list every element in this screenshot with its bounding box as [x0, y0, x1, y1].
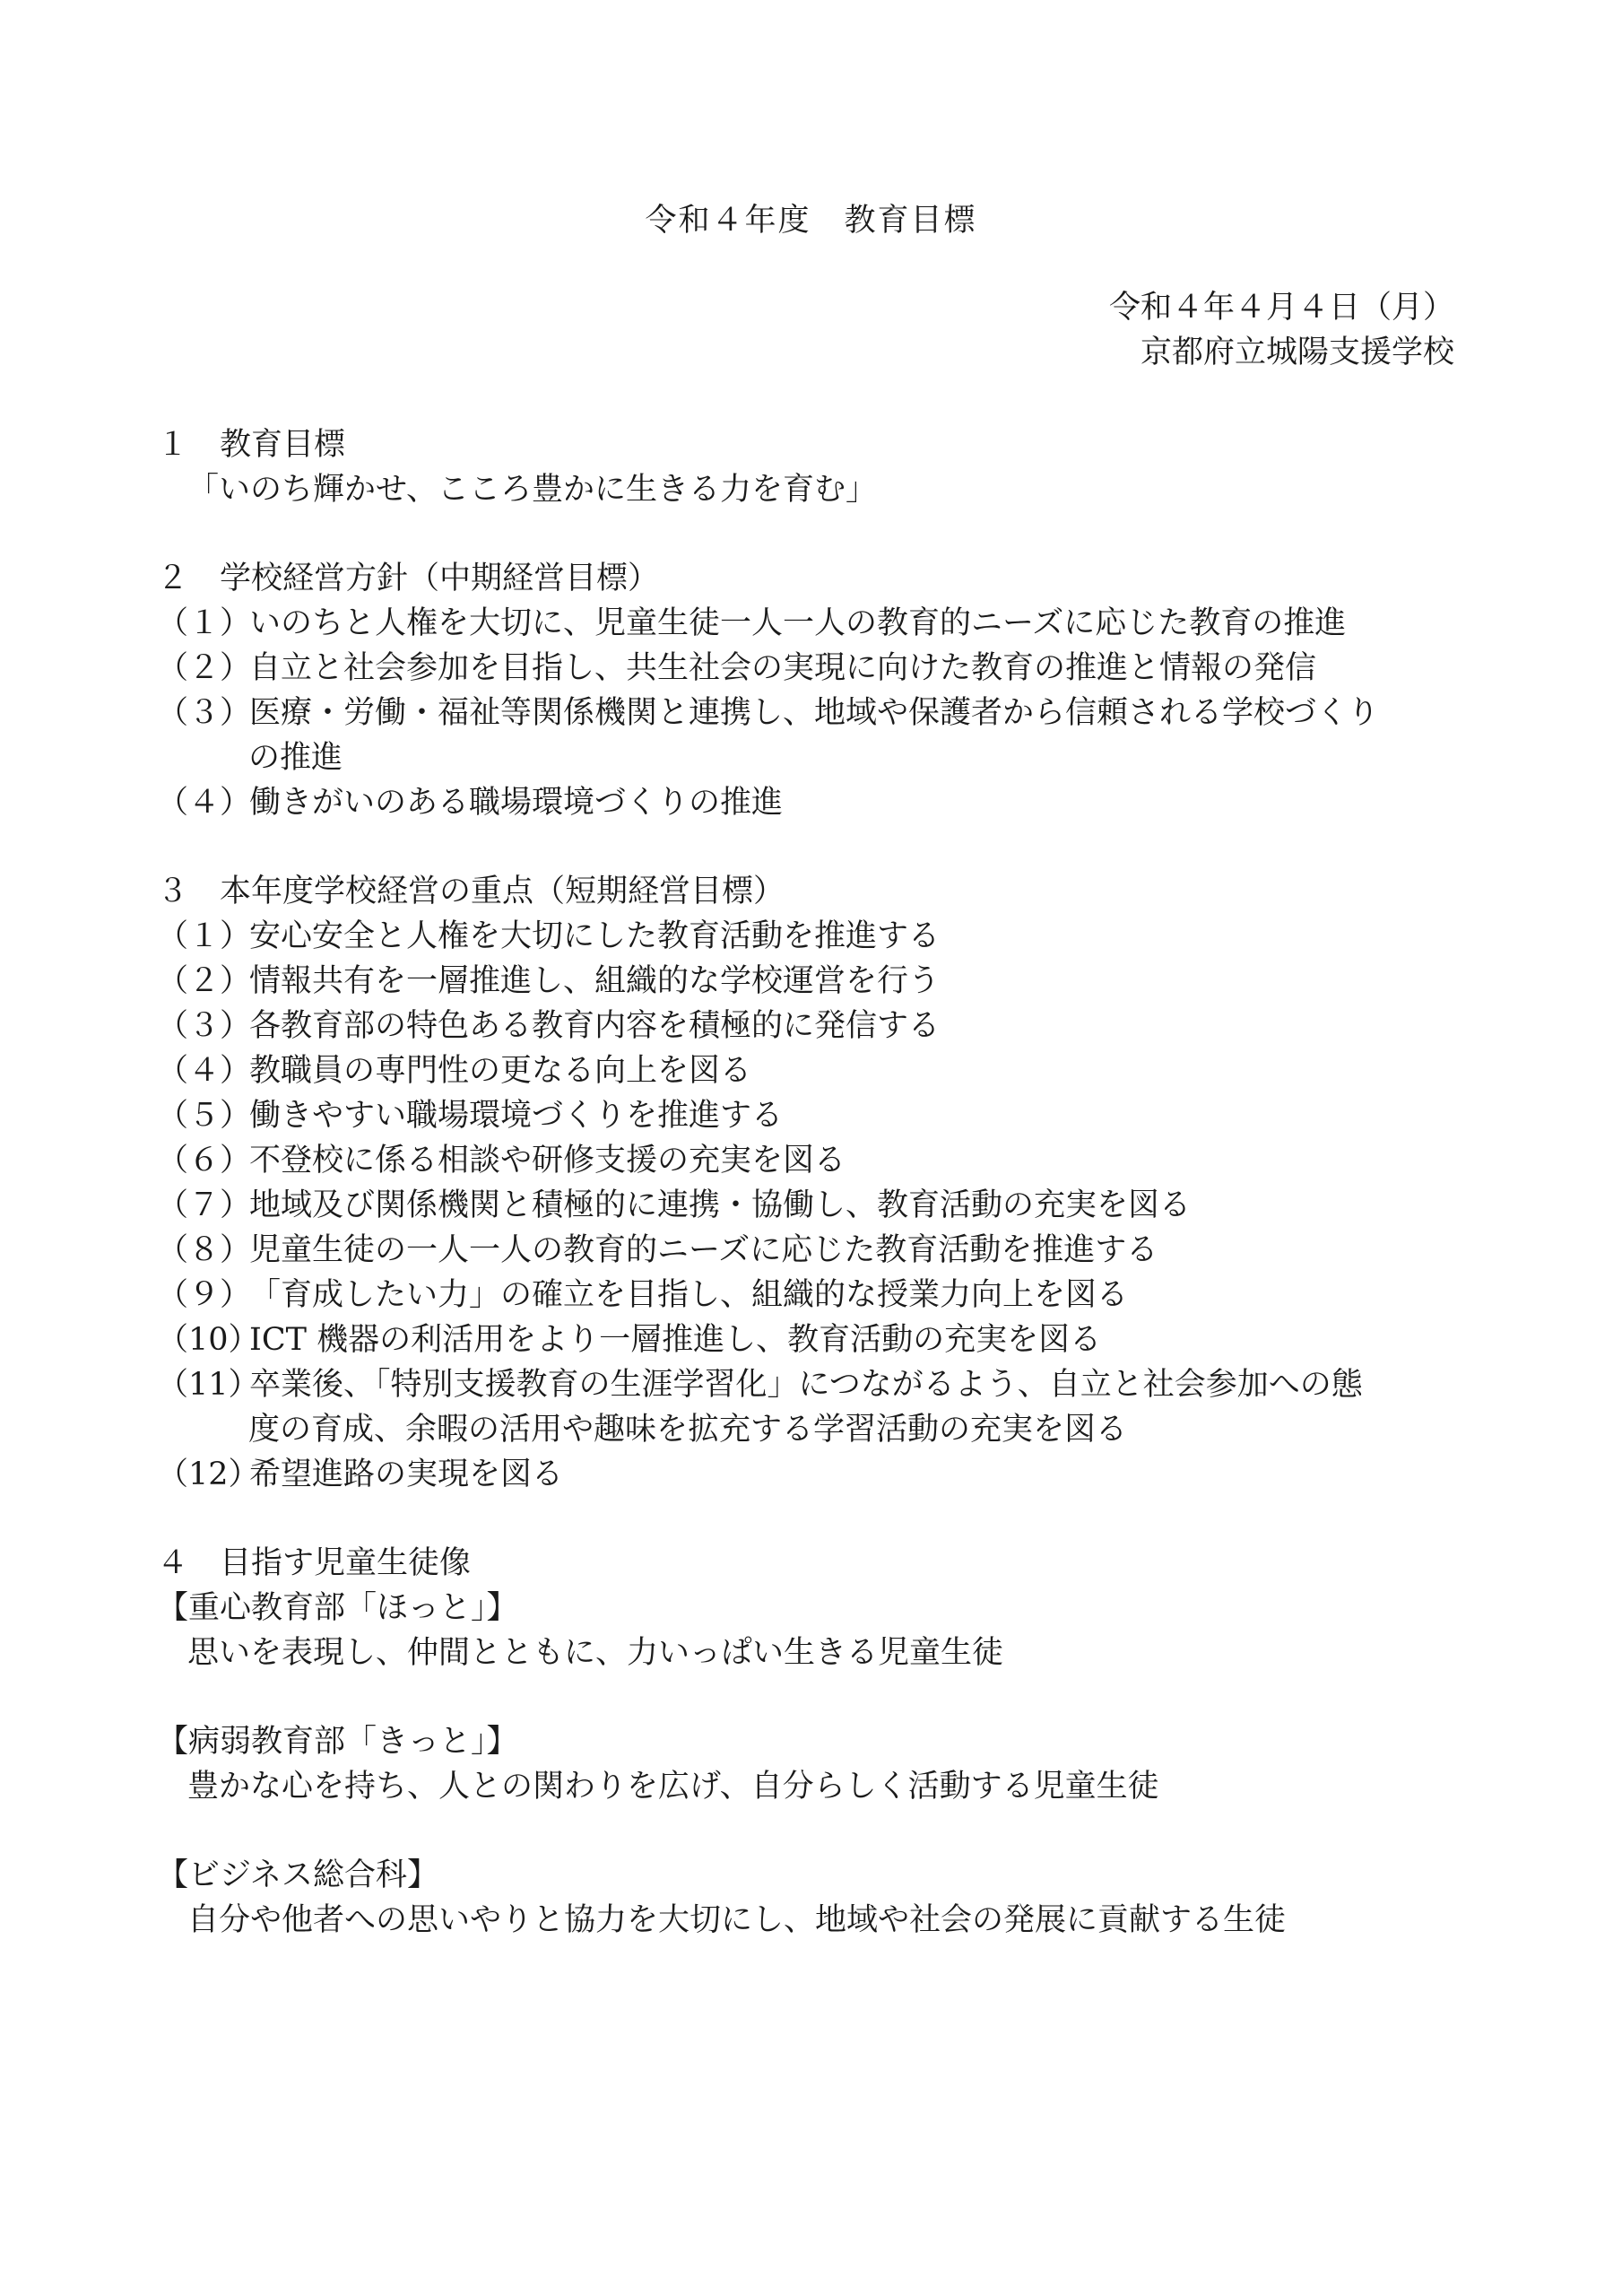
item-text: 児童生徒の一人一人の教育的ニーズに応じた教育活動を推進する	[249, 1232, 1158, 1268]
document-header	[1109, 285, 1454, 375]
list-item	[157, 1228, 1466, 1273]
group-description: 思いを表現し、仲間とともに、力いっぱい生きる児童生徒	[187, 1635, 1004, 1671]
section-number: ２	[157, 561, 189, 596]
section-title: 目指す児童生徒像	[220, 1545, 472, 1581]
item-text: 教職員の専門性の更なる向上を図る	[249, 1053, 752, 1089]
section-title: 教育目標	[220, 427, 346, 463]
list-item	[157, 959, 1466, 1004]
document-body	[157, 422, 1466, 1943]
item-number: （10）	[157, 1322, 260, 1358]
item-text: 安心安全と人権を大切にした教育活動を推進する	[249, 918, 941, 954]
list-item	[157, 1452, 1466, 1497]
section-title: 学校経営方針（中期経営目標）	[220, 561, 660, 596]
list-item	[157, 1138, 1466, 1183]
section-1-heading	[157, 422, 1466, 467]
school-motto: 「いのち輝かせ、こころ豊かに生きる力を育む」	[187, 472, 877, 508]
list-item	[157, 780, 1466, 825]
list-item	[157, 1093, 1466, 1138]
item-text: 「育成したい力」の確立を目指し、組織的な授業力向上を図る	[249, 1277, 1129, 1313]
item-text: 各教育部の特色ある教育内容を積極的に発信する	[249, 1008, 941, 1044]
list-item	[157, 1362, 1466, 1407]
section-3-heading	[157, 869, 1466, 914]
item-text: 自立と社会参加を目指し、共生社会の実現に向けた教育の推進と情報の発信	[249, 650, 1317, 686]
item-text: 希望進路の実現を図る	[249, 1457, 564, 1492]
list-item-continuation: の推進	[248, 740, 343, 776]
list-item	[157, 1048, 1466, 1093]
item-text: 働きがいのある職場環境づくりの推進	[249, 785, 784, 821]
list-item	[157, 1273, 1466, 1318]
group-description: 自分や他者への思いやりと協力を大切にし、地域や社会の発展に貢献する生徒	[187, 1902, 1287, 1938]
page-title: 令和４年度 教育目標	[645, 203, 977, 239]
section-title: 本年度学校経営の重点（短期経営目標）	[220, 874, 785, 909]
item-number: （７）	[157, 1187, 252, 1223]
item-number: （４）	[157, 785, 252, 821]
item-text: 情報共有を一層推進し、組織的な学校運営を行う	[249, 963, 941, 999]
item-number: （１）	[157, 918, 252, 954]
item-number: （６）	[157, 1143, 252, 1178]
item-text: いのちと人権を大切に、児童生徒一人一人の教育的ニーズに応じた教育の推進	[249, 605, 1347, 641]
group-label: 【重心教育部「ほっと」】	[157, 1590, 518, 1626]
section-number: ３	[157, 874, 189, 909]
item-text: 不登校に係る相談や研修支援の充実を図る	[249, 1143, 846, 1178]
group-label: 【ビジネス総合科】	[157, 1857, 438, 1893]
section-4-heading	[157, 1541, 1466, 1586]
item-number: （３）	[157, 1008, 252, 1044]
item-text: 卒業後、「特別支援教育の生涯学習化」につながるよう、自立と社会参加への態	[249, 1367, 1363, 1403]
item-number: （12）	[157, 1457, 260, 1492]
group-label: 【病弱教育部「きっと」】	[157, 1724, 518, 1760]
item-text: ICT 機器の利活用をより一層推進し、教育活動の充実を図る	[249, 1322, 1102, 1358]
item-text: 地域及び関係機関と積極的に連携・協働し、教育活動の充実を図る	[249, 1187, 1192, 1223]
list-item	[157, 601, 1466, 646]
item-number: （１）	[157, 605, 252, 641]
item-text: 医療・労働・福祉等関係機関と連携し、地域や保護者から信頼される学校づくり	[249, 695, 1380, 731]
list-item	[157, 1318, 1466, 1362]
item-number: （９）	[157, 1277, 252, 1313]
list-item-continuation: 度の育成、余暇の活用や趣味を拡充する学習活動の充実を図る	[248, 1412, 1128, 1448]
section-2-heading	[157, 556, 1466, 601]
list-item	[157, 646, 1466, 691]
issue-date: 令和４年４月４日（月）	[1108, 290, 1454, 326]
list-item	[157, 1183, 1466, 1228]
list-item	[157, 914, 1466, 959]
section-number: １	[157, 427, 189, 463]
item-number: （８）	[157, 1232, 252, 1268]
item-number: （２）	[157, 650, 252, 686]
item-number: （３）	[157, 695, 252, 731]
list-item	[157, 1004, 1466, 1048]
item-number: （２）	[157, 963, 252, 999]
item-number: （５）	[157, 1098, 252, 1134]
item-text: 働きやすい職場環境づくりを推進する	[249, 1098, 784, 1134]
group-description: 豊かな心を持ち、人との関わりを広げ、自分らしく活動する児童生徒	[187, 1769, 1159, 1805]
item-number: （４）	[157, 1053, 252, 1089]
item-number: （11）	[157, 1367, 260, 1403]
list-item	[157, 691, 1466, 735]
section-number: ４	[157, 1545, 189, 1581]
school-name: 京都府立城陽支援学校	[1140, 335, 1454, 370]
